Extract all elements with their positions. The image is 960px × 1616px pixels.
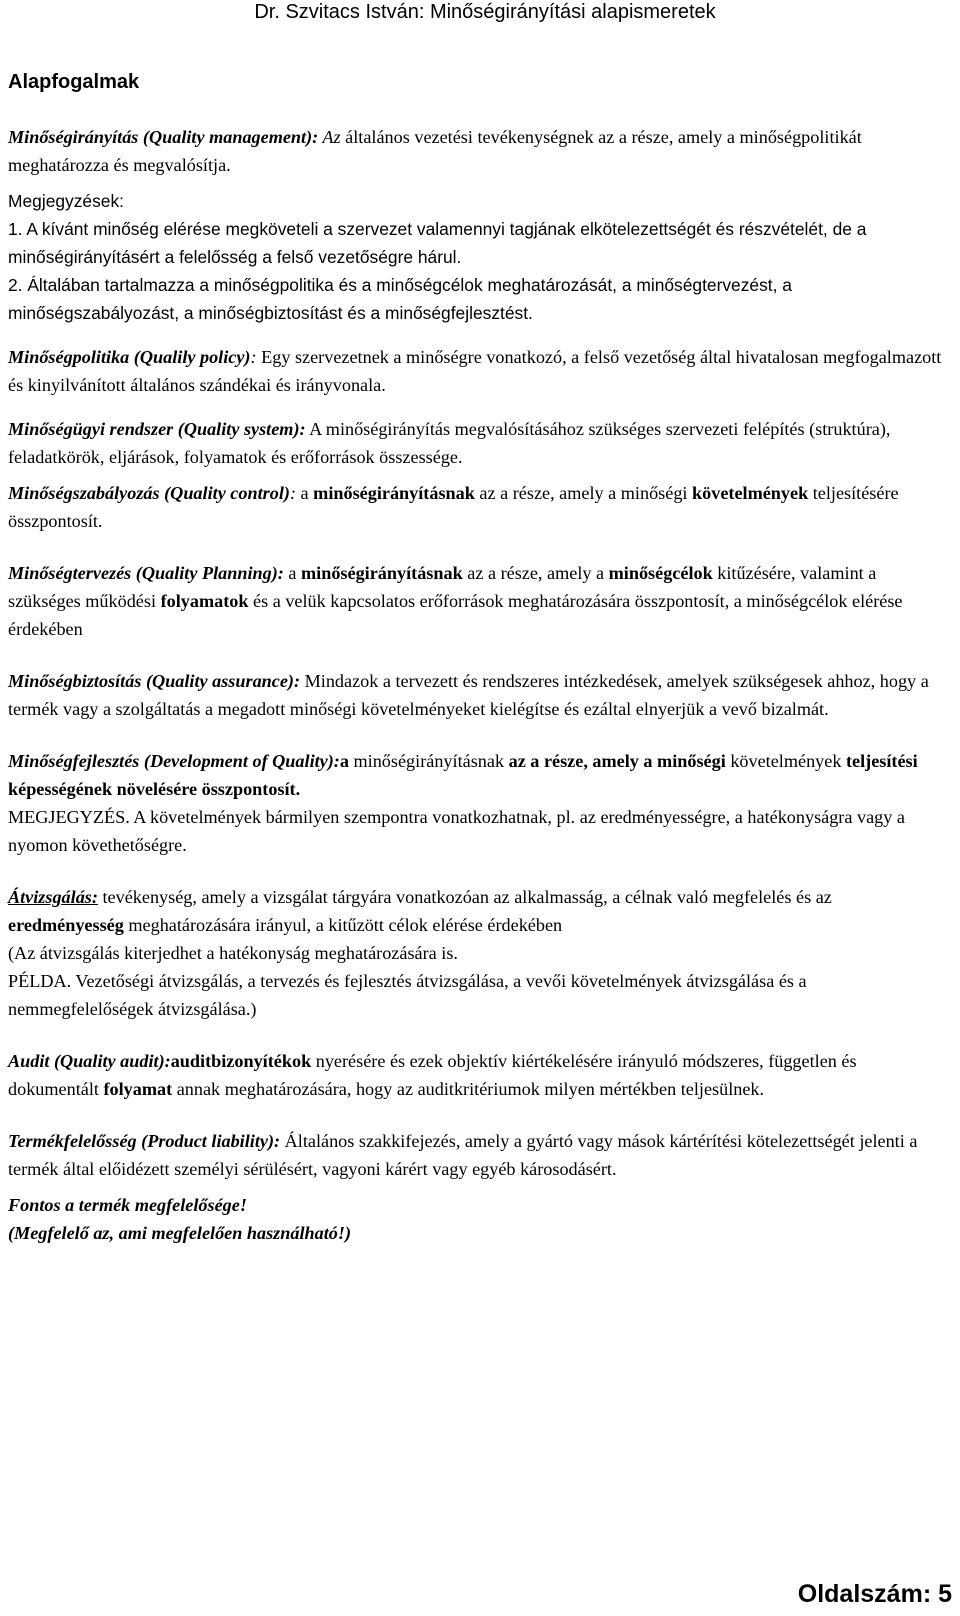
paragraph-audit	[8, 1047, 952, 1103]
term-audit: Audit (Quality audit):	[8, 1051, 171, 1071]
qm-text-italic: Az	[318, 127, 341, 147]
term-product-liability: Termékfelelősség (Product liability):	[8, 1131, 281, 1151]
qm-text: általános vezetési tevékenységnek az a része, amely a minőségpolitikát meghatározza és megvalósítja.	[8, 127, 862, 175]
control-text-2: az a része, amely a minőségi	[474, 483, 693, 503]
audit-bold-1: auditbizonyítékok	[170, 1051, 312, 1071]
control-bold-1: minőségirányításnak	[313, 483, 475, 503]
system-text: A minőségirányítás megvalósításához szükséges szervezeti felépítés (struktúra), feladatkörök, eljárások, folyamatok és erőforrások összessége.	[8, 419, 891, 467]
development-text-1: minőségirányításnak	[348, 751, 509, 771]
closing-line-2: (Megfelelő az, ami megfelelően használható!)	[8, 1223, 352, 1243]
document-body	[8, 123, 952, 1247]
control-text-1: a	[296, 483, 314, 503]
term-quality-control: Minőségszabályozás (Quality control)	[8, 483, 290, 503]
paragraph-quality-assurance	[8, 667, 952, 723]
control-text-3: teljesítésére összpontosít.	[8, 483, 899, 531]
term-quality-planning: Minőségtervezés (Quality Planning):	[8, 563, 284, 583]
planning-bold-1: minőségirányításnak	[301, 563, 463, 583]
control-bold-2: követelmények	[692, 483, 809, 503]
planning-text-2: az a része, amely a	[462, 563, 609, 583]
paragraph-quality-control	[8, 479, 952, 535]
paragraph-quality-planning	[8, 559, 952, 643]
development-text-2: követelmények	[725, 751, 846, 771]
notes-label: Megjegyzések:	[8, 191, 124, 211]
paragraph-quality-development	[8, 747, 952, 803]
planning-bold-2: minőségcélok	[608, 563, 713, 583]
header-title: Dr. Szvitacs István: Minőségirányítási alapismeretek	[254, 1, 716, 23]
review-bold-1: eredményesség	[8, 915, 124, 935]
term-quality-system: Minőségügyi rendszer (Quality system):	[8, 419, 306, 439]
audit-text-2: annak meghatározására, hogy az auditkritériumok milyen mértékben teljesülnek.	[172, 1079, 765, 1099]
development-note: MEGJEGYZÉS. A követelmények bármilyen szempontra vonatkozhatnak, pl. az eredményességre, a hatékonyságra vagy a nyomon követhetőségre.	[8, 807, 905, 855]
page-header	[0, 0, 960, 23]
audit-bold-2: folyamat	[103, 1079, 173, 1099]
review-line-3: PÉLDA. Vezetőségi átvizsgálás, a tervezés és fejlesztés átvizsgálása, a vevői követelmények átvizsgálása és a nemmegfelelőségek átvizsgálása.)	[8, 971, 807, 1019]
term-review: Átvizsgálás:	[8, 887, 98, 907]
control-colon: :	[289, 483, 296, 503]
paragraph-review	[8, 883, 952, 939]
paragraph-quality-policy	[8, 343, 952, 399]
planning-bold-3: folyamatok	[160, 591, 249, 611]
note-item-2: 2. Általában tartalmazza a minőségpolitika és a minőségcélok meghatározását, a minőségtervezést, a minőségszabályozást, a minőségbiztosítást és a minőségfejlesztést.	[8, 275, 792, 323]
page-number: Oldalszám: 5	[797, 1580, 952, 1608]
term-quality-assurance: Minőségbiztosítás (Quality assurance):	[8, 671, 301, 691]
policy-text: Egy szervezetnek a minőségre vonatkozó, a felső vezetőség által hivatalosan megfogalmazott és kinyilvánított általános szándékai és irányvonala.	[8, 347, 942, 395]
planning-text-1: a	[283, 563, 302, 583]
development-bold-2: teljesítési képességének növelésére összpontosít.	[8, 751, 918, 799]
review-text-1: tevékenység, amely a vizsgálat tárgyára vonatkozóan az alkalmasság, a célnak való megfelelés és az	[97, 887, 832, 907]
assurance-text: Mindazok a tervezett és rendszeres intézkedések, amelyek szükségesek ahhoz, hogy a termék vagy a szolgáltatás a megadott minőségi követelményeket kielégítse és ezáltal elnyerjük a vevő bizalmát.	[8, 671, 929, 719]
paragraph-product-liability	[8, 1127, 952, 1183]
development-bold-1: az a része, amely a minőségi	[508, 751, 726, 771]
audit-text-1: nyerésére és ezek objektív kiértékelésére irányuló módszeres, független és dokumentált	[8, 1051, 857, 1099]
review-text-2: meghatározására irányul, a kitűzött célok elérése érdekében	[123, 915, 563, 935]
policy-colon: :	[250, 347, 257, 367]
liability-text: Általános szakkifejezés, amely a gyártó vagy mások kártérítési kötelezettségét jelenti a termék által előidézett személyi sérülésért, vagyoni kárért vagy egyéb károsodásért.	[8, 1131, 918, 1179]
development-bold-0: a	[339, 751, 349, 771]
review-line-2: (Az átvizsgálás kiterjedhet a hatékonyság meghatározására is.	[8, 943, 458, 963]
term-quality-management: Minőségirányítás (Quality management):	[8, 127, 319, 147]
term-quality-policy: Minőségpolitika (Qualily policy)	[8, 347, 251, 367]
planning-text-3: kitűzésére, valamint a szükséges működési	[8, 563, 877, 611]
planning-text-4: és a velük kapcsolatos erőforrások meghatározására összpontosít, a minőségcélok elérése érdekében	[8, 591, 903, 639]
paragraph-quality-management	[8, 123, 952, 179]
closing-line-1: Fontos a termék megfelelősége!	[8, 1195, 247, 1215]
note-item-1: 1. A kívánt minőség elérése megköveteli a szervezet valamennyi tagjának elkötelezettségét és részvételét, de a minőségirányításért a felelősség a felső vezetőségre hárul.	[8, 219, 867, 267]
section-title: Alapfogalmak	[8, 71, 140, 93]
term-quality-development: Minőségfejlesztés (Development of Quality):	[8, 751, 340, 771]
paragraph-quality-system	[8, 415, 952, 471]
